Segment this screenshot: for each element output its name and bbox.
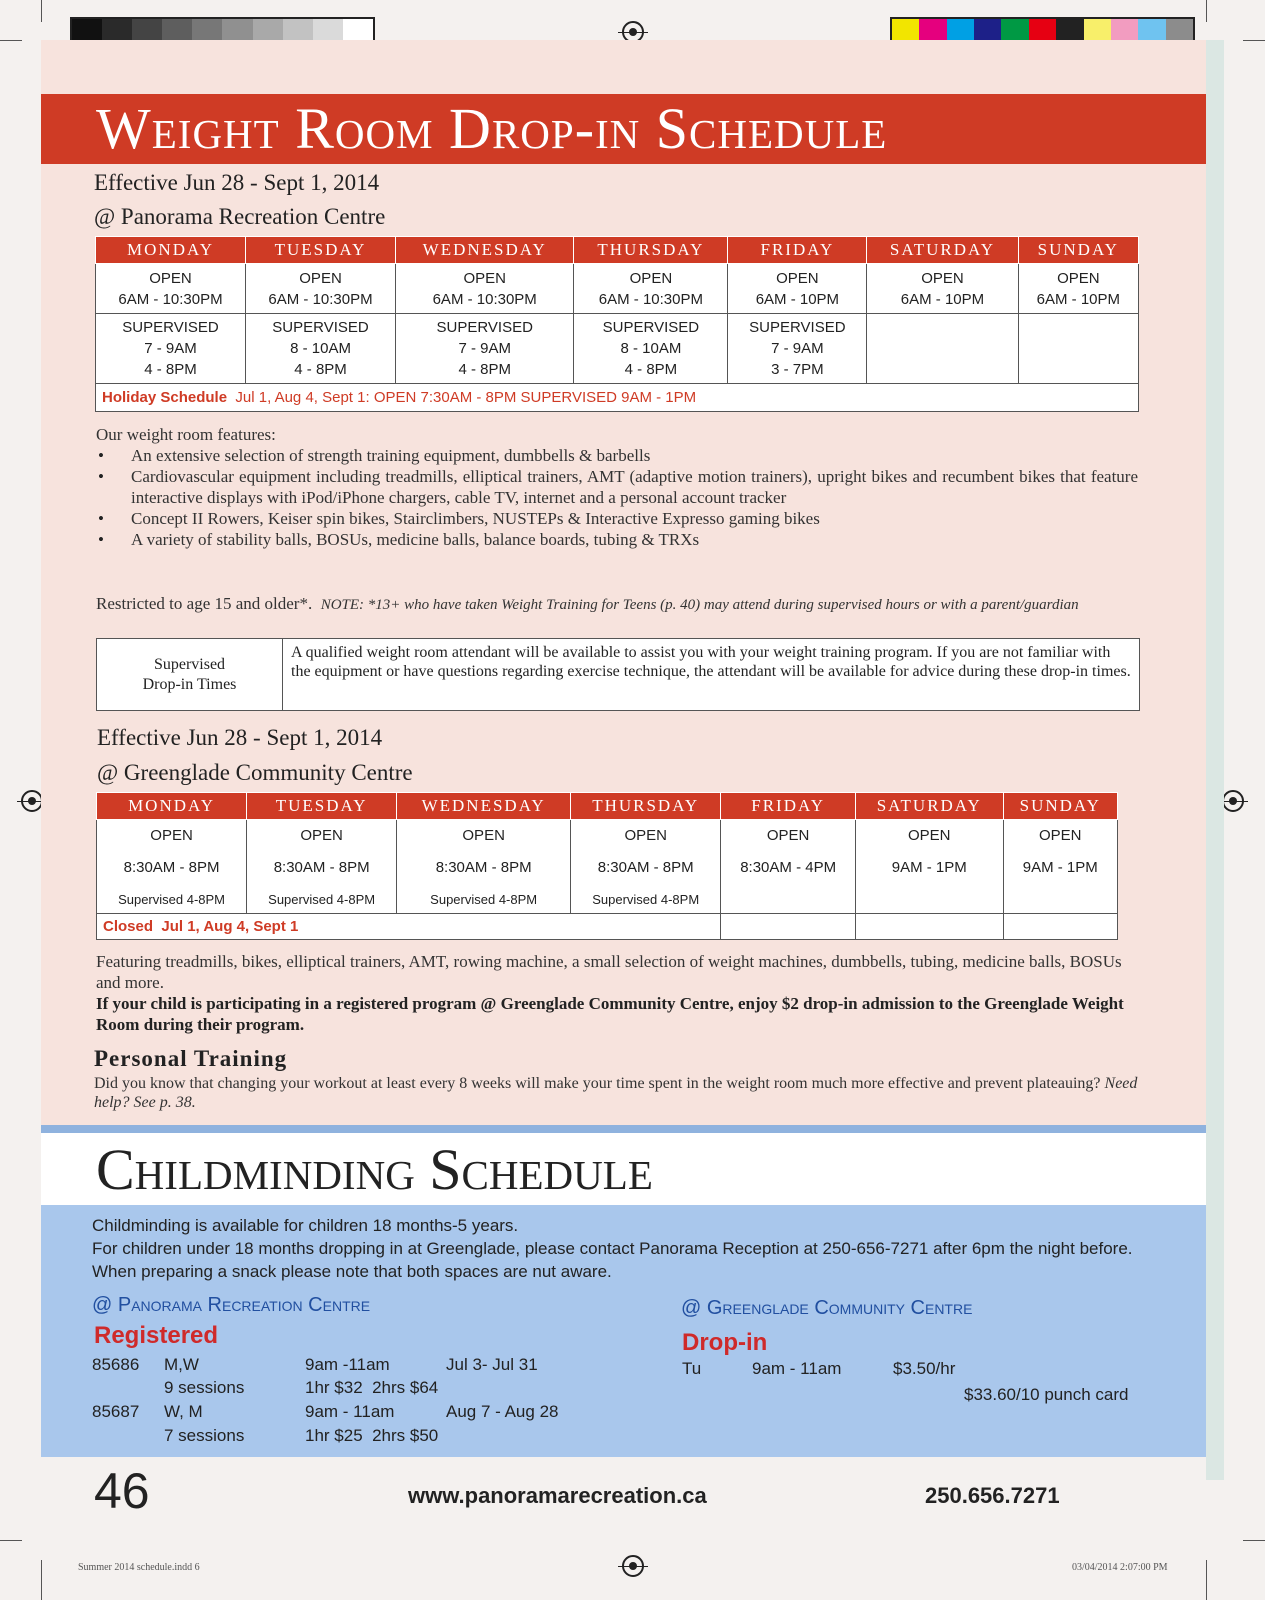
phone-number: 250.656.7271	[925, 1483, 1060, 1508]
crop-mark	[0, 40, 22, 41]
features-list	[96, 445, 1138, 550]
empty-cell	[1018, 314, 1138, 384]
feature-item: • An extensive selection of strength training equipment, dumbbells & barbells	[131, 445, 1138, 466]
page-number: 46	[94, 1463, 150, 1519]
side-accent-bar	[1206, 40, 1224, 1480]
open-hours: 8:30AM - 8PM	[273, 859, 370, 876]
registration-mark-icon	[21, 790, 43, 812]
day-header: FRIDAY	[728, 237, 867, 264]
open-label: OPEN	[300, 827, 343, 844]
open-label: OPEN	[908, 827, 951, 844]
website-link[interactable]: www.panoramarecreation.ca	[408, 1483, 707, 1508]
slug-timestamp: 03/04/2014 2:07:00 PM	[1072, 1562, 1168, 1573]
personal-training-link[interactable]: Need help? See p. 38.	[94, 1075, 1138, 1111]
restriction-note: NOTE: *13+ who have taken Weight Training for Teens (p. 40) may attend during supervised hours or with a parent/guardian	[320, 597, 1079, 613]
supervised-cell	[246, 314, 396, 384]
childminding-dropin-label: Drop-in	[682, 1329, 768, 1356]
day-header: WEDNESDAY	[397, 793, 571, 820]
empty-cell	[721, 914, 856, 940]
supervised-label: SUPERVISED	[272, 319, 369, 336]
open-label: OPEN	[299, 270, 342, 287]
open-hours-cell	[728, 264, 867, 314]
restriction-text: Restricted to age 15 and older*.	[96, 594, 313, 613]
supervised-label: SUPERVISED	[436, 319, 533, 336]
supervised-time: Supervised 4-8PM	[430, 892, 538, 907]
age-restriction	[96, 594, 1138, 615]
open-label: OPEN	[624, 827, 667, 844]
supervised-cell	[396, 314, 574, 384]
open-hours: 8:30AM - 8PM	[597, 859, 694, 876]
program-price: 1hr $32 2hrs $64	[305, 1378, 439, 1397]
supervised-time: 8 - 10AM	[620, 340, 682, 357]
program-sessions: 9 sessions	[164, 1378, 245, 1397]
empty-cell	[867, 314, 1018, 384]
registration-mark-icon	[622, 1555, 644, 1577]
day-header: SUNDAY	[1003, 793, 1117, 820]
greenglade-hours-row	[97, 820, 1118, 914]
open-hours-cell	[867, 264, 1018, 314]
greenglade-hours-cell	[1003, 820, 1117, 914]
open-hours-cell	[396, 264, 574, 314]
empty-cell	[1003, 914, 1117, 940]
program-days: M,W	[164, 1355, 199, 1374]
weight-room-title: Weight Room Drop-in Schedule	[96, 96, 888, 161]
personal-training-text	[94, 1074, 1138, 1112]
supervised-time: 3 - 7PM	[771, 361, 824, 378]
day-header: FRIDAY	[721, 793, 856, 820]
supervised-box-label	[97, 639, 283, 710]
supervised-row	[96, 314, 1139, 384]
program-time: 9am -11am	[305, 1355, 390, 1374]
supervised-label: SUPERVISED	[749, 319, 846, 336]
features-intro: Our weight room features:	[96, 425, 276, 444]
crop-mark	[0, 1540, 22, 1541]
supervised-time: 7 - 9AM	[144, 340, 197, 357]
open-hours: 6AM - 10:30PM	[432, 291, 537, 308]
day-header: SATURDAY	[855, 793, 1003, 820]
dropin-time: 9am - 11am	[752, 1359, 842, 1378]
greenglade-hours-cell	[397, 820, 571, 914]
closed-dates	[97, 914, 721, 940]
open-hours: 9AM - 1PM	[891, 859, 967, 876]
feature-item: • Concept II Rowers, Keiser spin bikes, Stairclimbers, NUSTEPs & Interactive Expresso gaming bikes	[131, 508, 1138, 529]
program-code: 85687	[92, 1402, 140, 1421]
day-header: WEDNESDAY	[396, 237, 574, 264]
open-label: OPEN	[776, 270, 819, 287]
open-label: OPEN	[463, 270, 506, 287]
day-header: MONDAY	[96, 237, 246, 264]
childminding-intro	[92, 1214, 1142, 1283]
features-block	[96, 424, 1138, 550]
supervised-time: 8 - 10AM	[290, 340, 351, 357]
day-header: THURSDAY	[571, 793, 721, 820]
open-hours: 8:30AM - 8PM	[123, 859, 220, 876]
supervised-time: Supervised 4-8PM	[118, 892, 226, 907]
closed-label: Closed	[103, 918, 154, 935]
holiday-schedule	[96, 384, 1139, 412]
open-hours: 8:30AM - 8PM	[435, 859, 532, 876]
greenglade-effective-date: Effective Jun 28 - Sept 1, 2014	[97, 725, 383, 750]
open-hours-cell	[574, 264, 728, 314]
slug-filename: Summer 2014 schedule.indd 6	[78, 1562, 200, 1573]
greenglade-hours-cell	[571, 820, 721, 914]
open-hours: 6AM - 10:30PM	[268, 291, 373, 308]
supervised-time: Supervised 4-8PM	[592, 892, 700, 907]
greenglade-hours-cell	[247, 820, 397, 914]
open-hours: 6AM - 10:30PM	[118, 291, 223, 308]
program-sessions: 7 sessions	[164, 1426, 245, 1445]
open-hours-row	[96, 264, 1139, 314]
day-header-row	[96, 237, 1139, 264]
supervised-label-line: Supervised	[153, 655, 226, 673]
supervised-label: SUPERVISED	[122, 319, 219, 336]
childminding-greenglade-location: @ Greenglade Community Centre	[681, 1297, 973, 1319]
program-dates: Aug 7 - Aug 28	[446, 1402, 559, 1421]
greenglade-schedule-table	[96, 792, 1118, 940]
dropin-day: Tu	[682, 1359, 702, 1378]
greenglade-features: Featuring treadmills, bikes, elliptical trainers, AMT, rowing machine, a small selection of weight machines, dumbbells, tubing, medicine balls, BOSUs and more.	[96, 952, 1122, 992]
empty-cell	[855, 914, 1003, 940]
open-hours: 8:30AM - 4PM	[740, 859, 837, 876]
supervised-time: 7 - 9AM	[458, 340, 511, 357]
childminding-panorama-location: @ Panorama Recreation Centre	[92, 1294, 371, 1316]
closed-row	[97, 914, 1118, 940]
program-days: W, M	[164, 1402, 203, 1421]
supervised-label-line: Drop-in Times	[142, 675, 237, 693]
crop-mark	[1206, 0, 1207, 22]
closed-text: Jul 1, Aug 4, Sept 1	[161, 918, 299, 935]
greenglade-hours-cell	[97, 820, 247, 914]
registration-mark-icon	[1222, 790, 1244, 812]
open-label: OPEN	[149, 270, 192, 287]
open-label: OPEN	[462, 827, 505, 844]
childminding-registered-label: Registered	[94, 1322, 219, 1349]
open-label: OPEN	[921, 270, 964, 287]
childminding-divider	[41, 1125, 1206, 1133]
day-header-row	[97, 793, 1118, 820]
supervised-time: 4 - 8PM	[294, 361, 347, 378]
childminding-intro-line: For children under 18 months dropping in at Greenglade, please contact Panorama Reception at 250-656-7271 after 6pm the night before. When preparing a snack please note that both spaces are nut aware.	[92, 1239, 1133, 1281]
childminding-intro-line: Childminding is available for children 18 months-5 years.	[92, 1216, 519, 1235]
open-hours-cell	[246, 264, 396, 314]
program-time: 9am - 11am	[305, 1402, 395, 1421]
dropin-rate: $3.50/hr	[893, 1359, 956, 1378]
open-label: OPEN	[766, 827, 810, 844]
supervised-time: 4 - 8PM	[458, 361, 511, 378]
greenglade-hours-cell	[855, 820, 1003, 914]
open-hours-cell	[1018, 264, 1138, 314]
open-label: OPEN	[150, 827, 193, 844]
crop-mark	[1243, 40, 1265, 41]
open-hours: 6AM - 10PM	[1036, 291, 1120, 308]
open-hours: 9AM - 1PM	[1022, 859, 1098, 876]
open-hours: 6AM - 10PM	[755, 291, 840, 308]
supervised-time: Supervised 4-8PM	[268, 892, 376, 907]
feature-item: • A variety of stability balls, BOSUs, medicine balls, balance boards, tubing & TRXs	[131, 529, 1138, 550]
supervised-info-box	[96, 638, 1140, 711]
holiday-text: Jul 1, Aug 4, Sept 1: OPEN 7:30AM - 8PM SUPERVISED 9AM - 1PM	[235, 389, 697, 406]
personal-training-title: Personal Training	[94, 1046, 288, 1071]
childminding-title: Childminding Schedule	[96, 1137, 653, 1202]
supervised-cell	[96, 314, 246, 384]
supervised-box-text: A qualified weight room attendant will be available to assist you with your weight training program. If you are not familiar with the equipment or have questions regarding exercise technique, the attendant will be available for advice during these drop-in times.	[291, 644, 1131, 680]
supervised-cell	[728, 314, 867, 384]
program-dates: Jul 3- Jul 31	[446, 1355, 538, 1374]
holiday-row	[96, 384, 1139, 412]
open-hours: 6AM - 10:30PM	[598, 291, 703, 308]
greenglade-location: @ Greenglade Community Centre	[97, 760, 413, 785]
crop-mark	[41, 1560, 42, 1600]
open-hours: 6AM - 10PM	[900, 291, 985, 308]
dropin-punch-card: $33.60/10 punch card	[964, 1385, 1129, 1404]
greenglade-promo: If your child is participating in a registered program @ Greenglade Community Centre, enjoy $2 drop-in admission to the Greenglade Weight Room during their program.	[96, 994, 1124, 1034]
day-header: SUNDAY	[1018, 237, 1138, 264]
program-code: 85686	[92, 1355, 140, 1374]
supervised-label: SUPERVISED	[602, 319, 700, 336]
personal-training-body: Did you know that changing your workout at least every 8 weeks will make your time spent in the weight room much more effective and prevent plateauing?	[94, 1075, 1101, 1092]
panorama-location: @ Panorama Recreation Centre	[94, 204, 386, 229]
open-label: OPEN	[629, 270, 673, 287]
panorama-effective-date: Effective Jun 28 - Sept 1, 2014	[94, 170, 380, 195]
day-header: THURSDAY	[574, 237, 728, 264]
supervised-cell	[574, 314, 728, 384]
crop-mark	[1206, 1560, 1207, 1600]
crop-mark	[1243, 1540, 1265, 1541]
crop-mark	[41, 0, 42, 22]
supervised-time: 7 - 9AM	[771, 340, 824, 357]
open-label: OPEN	[1039, 827, 1082, 844]
supervised-time: 4 - 8PM	[624, 361, 678, 378]
day-header: SATURDAY	[867, 237, 1018, 264]
holiday-label: Holiday Schedule	[102, 389, 228, 406]
panorama-schedule-table	[95, 236, 1139, 412]
supervised-time: 4 - 8PM	[144, 361, 197, 378]
greenglade-hours-cell	[721, 820, 856, 914]
open-label: OPEN	[1057, 270, 1100, 287]
feature-item: • Cardiovascular equipment including treadmills, elliptical trainers, AMT (adaptive motion trainers), upright bikes and recumbent bikes that feature interactive displays with iPod/iPhone chargers, cable TV, internet and a personal account tracker	[131, 466, 1138, 508]
program-price: 1hr $25 2hrs $50	[305, 1426, 439, 1445]
open-hours-cell	[96, 264, 246, 314]
day-header: MONDAY	[97, 793, 247, 820]
day-header: TUESDAY	[246, 237, 396, 264]
day-header: TUESDAY	[247, 793, 397, 820]
